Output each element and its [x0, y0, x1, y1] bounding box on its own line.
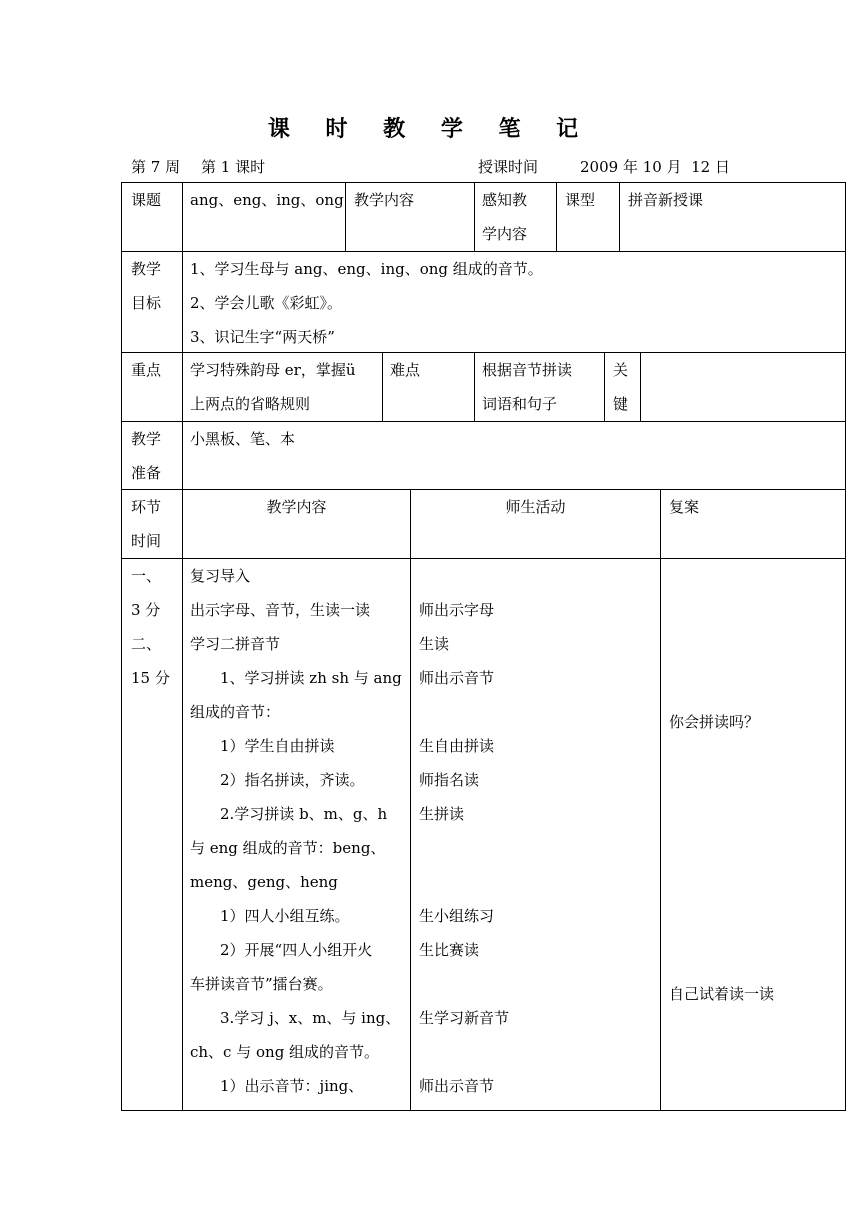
crux-label-line: 关 — [613, 361, 629, 379]
content-line: 学习二拼音节 — [190, 635, 281, 653]
crux-label — [613, 353, 628, 421]
activity-column — [419, 559, 509, 1103]
difficulty-label: 难点 — [390, 361, 421, 379]
activity-line: 生自由拼读 — [419, 737, 495, 755]
activity-line: 生小组练习 — [419, 907, 495, 925]
content-column — [190, 559, 402, 1103]
activity-line — [419, 695, 509, 729]
objective-item: 2、学会儿歌《彩虹》。 — [190, 294, 343, 312]
activity-column-header: 师生活动 — [505, 498, 566, 516]
review-note-1: 你会拼读吗？ — [669, 713, 760, 731]
review-column-header: 复案 — [669, 498, 700, 516]
stage-line: 3 分 — [131, 601, 161, 619]
cell-divider — [474, 352, 475, 422]
page-title: 课 时 教 学 笔 记 — [267, 117, 593, 142]
activity-line: 生比赛读 — [419, 941, 480, 959]
table-border-right — [845, 182, 846, 1111]
cell-divider — [619, 182, 620, 252]
crux-label-line: 键 — [613, 395, 629, 413]
content-label: 教学内容 — [354, 191, 415, 209]
activity-line: 师出示音节 — [419, 1077, 495, 1095]
lesson-type-value: 拼音新授课 — [628, 191, 704, 209]
content-line: 3.学习 j、x、m、与 ing、 — [190, 1009, 401, 1027]
activity-line: 师指名读 — [419, 771, 480, 789]
preparation-label — [131, 422, 161, 490]
content-line: 出示字母、音节，生读一读 — [190, 601, 371, 619]
stage-line: 二、 — [131, 635, 162, 653]
cell-divider — [604, 352, 605, 422]
activity-line: 生拼读 — [419, 805, 465, 823]
objective-item: 1、学习生母与 ang、eng、ing、ong 组成的音节。 — [190, 260, 543, 278]
content-line: 1）四人小组互练。 — [190, 907, 350, 925]
key-point-line: 上两点的省略规则 — [190, 395, 311, 413]
content-line: meng、geng、heng — [190, 873, 338, 891]
activity-line — [419, 559, 509, 593]
content-value-line: 感知教 — [482, 191, 528, 209]
cell-divider — [474, 182, 475, 252]
activity-line — [419, 865, 509, 899]
difficulty-value — [482, 353, 572, 421]
content-line: 组成的音节： — [190, 703, 281, 721]
stage-header-line: 环节 — [131, 498, 162, 516]
preparation-label-line: 准备 — [131, 464, 162, 482]
difficulty-line: 词语和句子 — [482, 395, 558, 413]
class-time-label: 授课时间 — [478, 158, 539, 176]
table-border-bottom — [121, 1110, 846, 1111]
activity-line: 生读 — [419, 635, 450, 653]
preparation-value: 小黑板、笔、本 — [190, 430, 296, 448]
content-column-header: 教学内容 — [266, 498, 327, 516]
cell-divider — [345, 182, 346, 252]
content-line: 车拼读音节”擂台赛。 — [190, 975, 333, 993]
content-value — [482, 183, 527, 251]
period-label: 第 1 课时 — [201, 158, 266, 176]
content-line: 1）出示音节：jing、 — [190, 1077, 364, 1095]
content-line: 2）指名拼读，齐读。 — [190, 771, 365, 789]
cell-divider — [410, 489, 411, 1111]
difficulty-line: 根据音节拼读 — [482, 361, 573, 379]
key-point-value — [190, 353, 355, 421]
content-line: ch、c 与 ong 组成的音节。 — [190, 1043, 380, 1061]
objectives-label — [131, 252, 161, 320]
stage-column — [131, 559, 170, 695]
content-line: 2.学习拼读 b、m、g、h — [190, 805, 388, 823]
activity-line — [419, 1035, 509, 1069]
content-line: 2）开展“四人小组开火 — [190, 941, 373, 959]
table-border-left — [121, 182, 122, 1111]
objectives-label-line: 教学 — [131, 260, 162, 278]
content-line: 复习导入 — [190, 567, 251, 585]
content-line: 1、学习拼读 zh sh 与 ang — [190, 669, 402, 687]
cell-divider — [660, 489, 661, 1111]
content-value-line: 学内容 — [482, 225, 528, 243]
activity-line — [419, 831, 509, 865]
activity-line — [419, 967, 509, 1001]
key-point-line: 学习特殊韵母 er，掌握ü — [190, 361, 356, 379]
label-column-divider — [182, 182, 183, 1111]
content-line: 与 eng 组成的音节：beng、 — [190, 839, 386, 857]
topic-label: 课题 — [131, 191, 162, 209]
objectives-list — [190, 252, 543, 354]
lesson-type-label: 课型 — [565, 191, 596, 209]
class-date: 2009 年 10 月 12 日 — [580, 158, 730, 176]
stage-line: 一、 — [131, 567, 162, 585]
topic-value: ang、eng、ing、ong — [190, 191, 344, 209]
activity-line: 师出示字母 — [419, 601, 495, 619]
objective-item: 3、识记生字“两天桥” — [190, 328, 335, 346]
stage-line: 15 分 — [131, 669, 170, 687]
preparation-label-line: 教学 — [131, 430, 162, 448]
week-label: 第 7 周 — [131, 158, 181, 176]
cell-divider — [640, 352, 641, 422]
objectives-label-line: 目标 — [131, 294, 162, 312]
review-note-2: 自己试着读一读 — [669, 985, 775, 1003]
stage-header-line: 时间 — [131, 532, 162, 550]
key-point-label: 重点 — [131, 361, 162, 379]
cell-divider — [556, 182, 557, 252]
stage-time-header — [131, 490, 161, 558]
activity-line: 生学习新音节 — [419, 1009, 510, 1027]
content-line: 1）学生自由拼读 — [190, 737, 335, 755]
activity-line: 师出示音节 — [419, 669, 495, 687]
cell-divider — [382, 352, 383, 422]
